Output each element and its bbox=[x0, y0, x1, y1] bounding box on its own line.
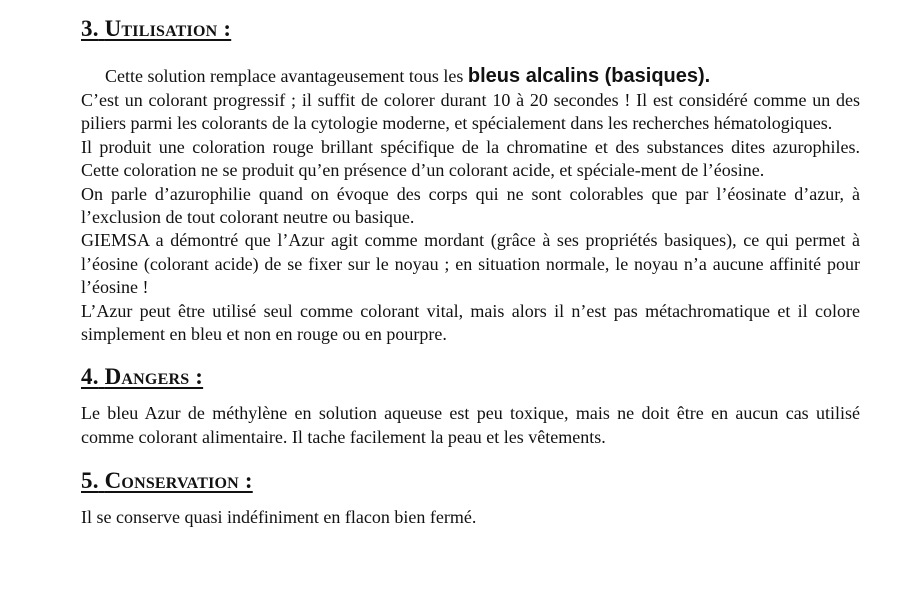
section-title: Utilisation : bbox=[104, 16, 232, 41]
section-heading bbox=[81, 14, 860, 44]
section-number: 5. bbox=[81, 468, 99, 494]
section-title: Dangers : bbox=[104, 364, 204, 390]
lead-paragraph bbox=[81, 63, 860, 89]
section-title: Conservation : bbox=[104, 468, 253, 494]
section-conservation bbox=[81, 466, 860, 529]
section-dangers bbox=[81, 362, 860, 449]
section-utilisation bbox=[81, 14, 860, 346]
paragraph: Il produit une coloration rouge brillant spécifique de la chromatine et des substances dites azurophiles. Cette coloration ne se produit qu’en présence d’un colorant acide, et spéciale-ment de l’éosine. bbox=[81, 136, 860, 181]
paragraph: Le bleu Azur de méthylène en solution aqueuse est peu toxique, mais ne doit être en aucun cas utilisé comme colorant alimentaire. Il tache facilement la peau et les vêtements. bbox=[81, 403, 860, 447]
paragraph: C’est un colorant progressif ; il suffit de colorer durant 10 à 20 secondes ! Il est considéré comme un des piliers parmi les colorants de la cytologie moderne, et spécialement dans les recherches hématologiques. bbox=[81, 90, 860, 134]
paragraph: Il se conserve quasi indéfiniment en flacon bien fermé. bbox=[81, 507, 477, 528]
paragraph: L’Azur peut être utilisé seul comme colorant vital, mais alors il n’est pas métachromatique et il colore simplement en bleu et non en rouge ou en pourpre. bbox=[81, 300, 860, 345]
document-page bbox=[81, 14, 860, 530]
lead-emphasis: bleus alcalins (basiques). bbox=[467, 65, 711, 87]
section-number: 3. bbox=[81, 16, 99, 41]
section-heading bbox=[81, 362, 860, 392]
paragraph: On parle d’azurophilie quand on évoque des corps qui ne sont colorables que par l’éosinate d’azur, à l’exclusion de tout colorant neutre ou basique. bbox=[81, 183, 860, 228]
lead-text: Cette solution remplace avantageusement tous les bbox=[105, 66, 468, 86]
paragraph: GIEMSA a démontré que l’Azur agit comme mordant (grâce à ses propriétés basiques), ce qui permet à l’éosine (colorant acide) de se fixer sur le noyau ; en situation normale, le noyau n’a aucune affinité pour l’éosine ! bbox=[81, 230, 860, 298]
section-heading bbox=[81, 466, 860, 496]
section-number: 4. bbox=[81, 364, 99, 390]
